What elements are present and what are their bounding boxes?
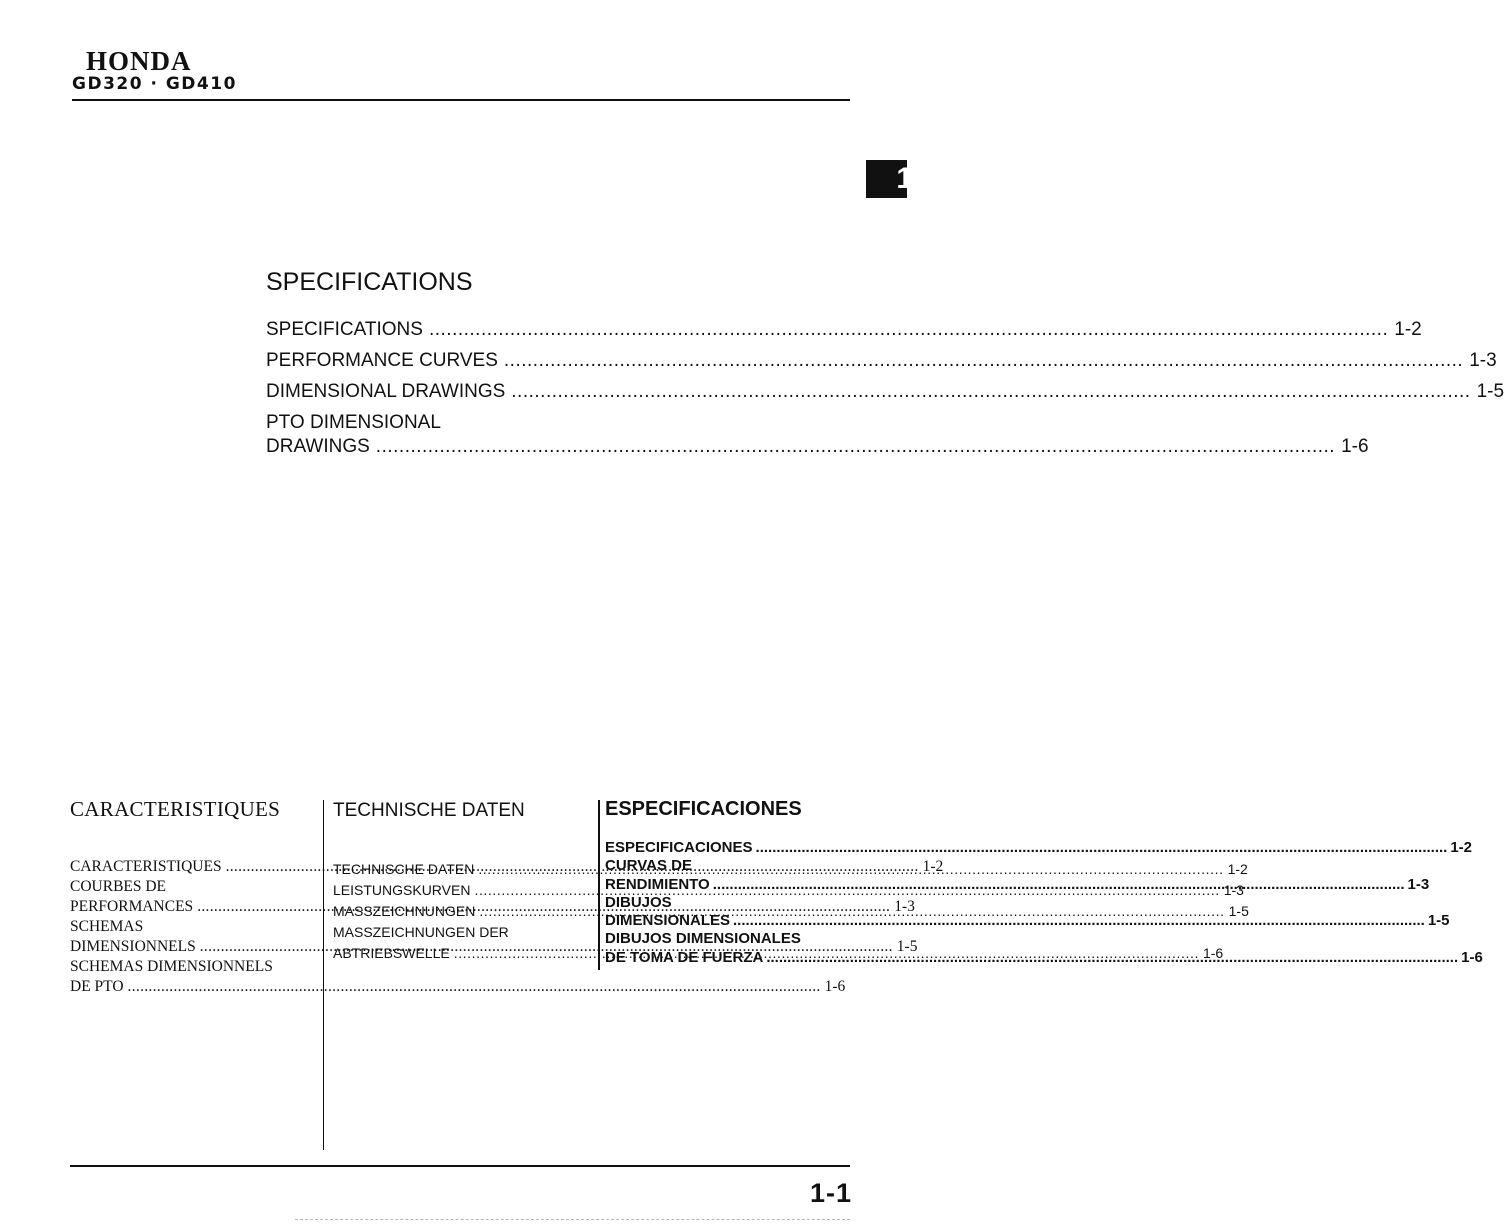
toc-entry-page: 1-5: [1476, 381, 1504, 402]
french-title: CARACTERISTIQUES: [70, 797, 281, 821]
toc-entry-page: 1-5: [1427, 912, 1450, 930]
toc-leader-dots: [766, 949, 1458, 967]
toc-entry-label: ABTRIEBSWELLE: [333, 945, 450, 961]
toc-entry-label: SCHEMAS: [70, 918, 144, 935]
toc-entry-label: PERFORMANCE CURVES: [266, 350, 498, 371]
toc-entry-label: RENDIMIENTO: [605, 875, 710, 893]
toc-entry: [266, 349, 1497, 373]
toc-leader-dots: [376, 435, 1335, 459]
toc-entry-label: TECHNISCHE DATEN: [333, 861, 475, 877]
toc-leader-dots: [128, 977, 821, 997]
page-title: SPECIFICATIONS: [266, 268, 473, 296]
toc-entry-label: COURBES DE: [70, 878, 167, 895]
section-tab: [866, 160, 913, 198]
toc-entry-label: DIBUJOS: [605, 893, 672, 911]
toc-leader-dots: [504, 349, 1463, 373]
toc-entry: [266, 411, 1369, 459]
toc-entry-page: 1-3: [1469, 350, 1497, 371]
footer-rule: [70, 1165, 850, 1167]
toc-entry-label: SCHEMAS DIMENSIONNELS: [70, 958, 273, 975]
toc-entry-page: 1-5: [1228, 903, 1249, 919]
main-toc: [266, 318, 1504, 459]
toc-entry-label: LEISTUNGSKURVEN: [333, 882, 471, 898]
model-designation: GD320 · GD410: [72, 74, 237, 94]
toc-entry-page: 1-3: [1223, 882, 1244, 898]
toc-entry-page: 1-2: [1450, 839, 1473, 856]
toc-line: [605, 912, 1450, 930]
toc-line: [266, 318, 1422, 342]
toc-entry-page: 1-6: [1341, 436, 1369, 457]
toc-entry: [605, 839, 1473, 857]
toc-entry-label: DRAWINGS: [266, 436, 370, 457]
toc-entry-page: 1-6: [1461, 948, 1483, 966]
toc-leader-dots: [713, 876, 1405, 894]
toc-leader-dots: [429, 318, 1388, 342]
toc-entry-label: ESPECIFICACIONES: [605, 839, 753, 856]
toc-line: [266, 435, 1369, 459]
toc-entry-page: 1-2: [1227, 861, 1248, 877]
toc-entry-label: CARACTERISTIQUES: [70, 858, 222, 875]
toc-line: [266, 349, 1497, 373]
toc-entry-page: 1-2: [922, 858, 944, 875]
toc-entry-page: 1-6: [824, 978, 846, 995]
toc-entry-label: PTO DIMENSIONAL: [266, 412, 441, 433]
toc-entry: [266, 380, 1504, 404]
section-tab-number: 1: [896, 162, 913, 195]
toc-entry-label: PERFORMANCES: [70, 898, 194, 915]
toc-entry-page: 1-2: [1394, 319, 1422, 340]
column-divider: [323, 800, 324, 1150]
toc-entry-label: DIBUJOS DIMENSIONALES: [605, 930, 801, 948]
german-title: TECHNISCHE DATEN: [333, 800, 525, 821]
toc-line: [605, 875, 1430, 894]
toc-line: [70, 977, 846, 997]
toc-entry-label: DE TOMA DE FUERZA: [605, 948, 764, 966]
page-number: 1-1: [810, 1178, 853, 1208]
toc-entry: [266, 318, 1422, 342]
toc-entry-label: DE PTO: [70, 978, 124, 995]
toc-line: [605, 839, 1473, 857]
toc-entry-label: DIMENSIONALES: [605, 912, 731, 930]
toc-entry-page: 1-3: [894, 898, 915, 915]
toc-entry-label: CURVAS DE: [605, 857, 692, 875]
toc-line: [605, 948, 1483, 967]
spanish-toc: [605, 839, 1483, 967]
toc-entry-label: DIMENSIONNELS: [70, 938, 196, 955]
header-rule: [72, 99, 850, 101]
toc-entry-page: 1-6: [1202, 945, 1224, 961]
toc-leader-dots: [511, 380, 1470, 404]
toc-entry-page: 1-5: [896, 938, 918, 955]
toc-entry-label: DIMENSIONAL DRAWINGS: [266, 381, 506, 402]
brand-logo: HONDA: [86, 46, 192, 76]
toc-leader-dots: [756, 839, 1448, 857]
toc-line: [266, 380, 1504, 404]
toc-entry-page: 1-3: [1407, 875, 1430, 893]
toc-leader-dots: [733, 912, 1425, 930]
scan-edge-line: [295, 1219, 850, 1220]
toc-entry-label: MASSZEICHNUNGEN: [333, 903, 476, 919]
toc-entry-label: SPECIFICATIONS: [266, 319, 423, 340]
spanish-title: ESPECIFICACIONES: [605, 798, 802, 820]
toc-entry-label: MASSZEICHNUNGEN DER: [333, 924, 509, 940]
